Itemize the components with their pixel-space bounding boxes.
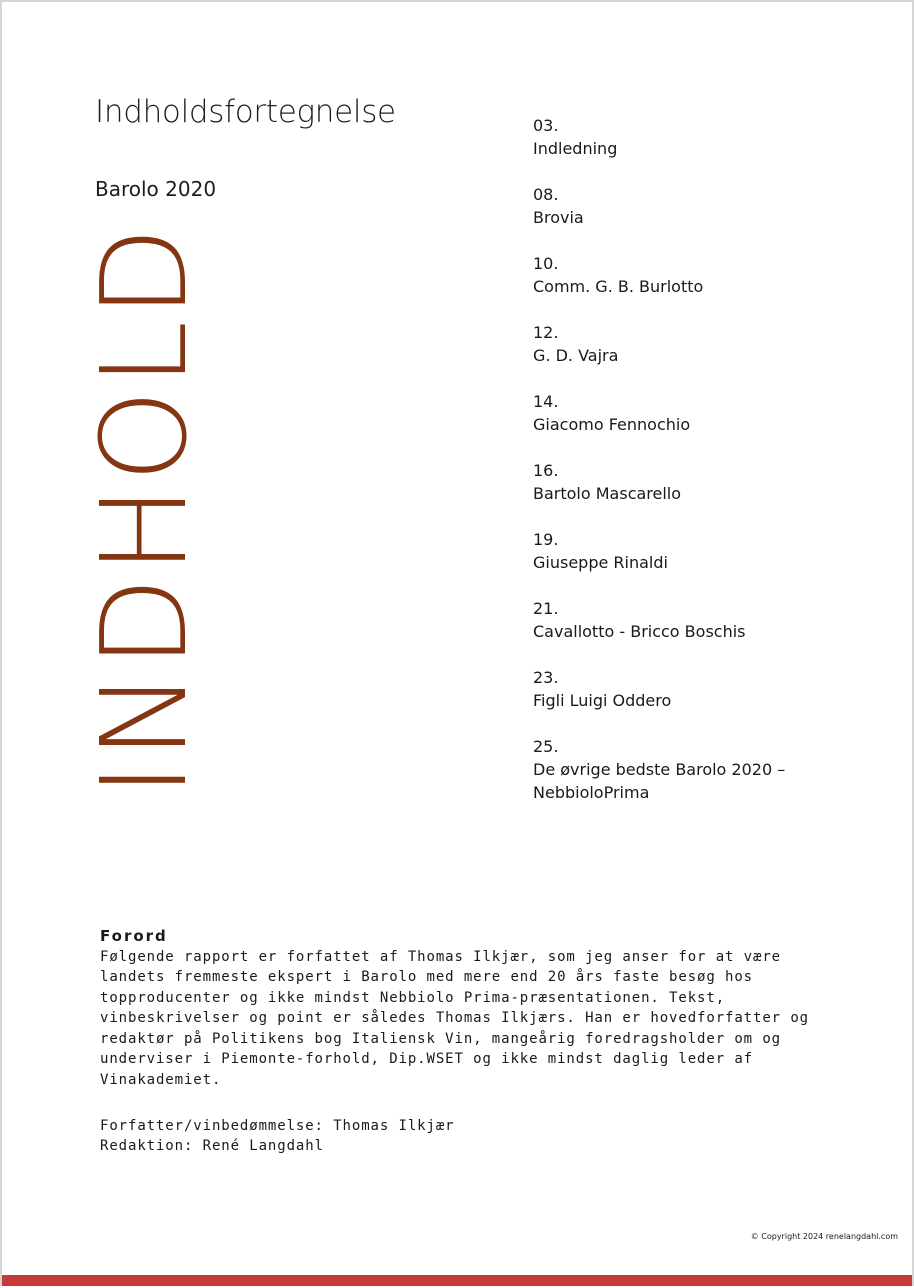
foreword-heading: Forord <box>100 927 168 945</box>
toc-label: Bartolo Mascarello <box>533 484 682 503</box>
toc-label: Giuseppe Rinaldi <box>533 553 668 572</box>
toc-page-number: 23. <box>533 668 559 687</box>
vertical-heading: INDHOLD <box>75 223 213 797</box>
toc-entry[interactable] <box>533 597 863 643</box>
toc-entry[interactable] <box>533 459 863 505</box>
table-of-contents <box>533 114 863 827</box>
toc-label: G. D. Vajra <box>533 346 619 365</box>
toc-page-number: 12. <box>533 323 559 342</box>
toc-entry[interactable] <box>533 114 863 160</box>
toc-label: Giacomo Fennochio <box>533 415 691 434</box>
toc-label: Cavallotto - Bricco Boschis <box>533 622 746 641</box>
author-credit: Forfatter/vinbedømmelse: Thomas Ilkjær <box>100 1118 455 1134</box>
toc-entry[interactable] <box>533 390 863 436</box>
toc-page-number: 14. <box>533 392 559 411</box>
toc-page-number: 10. <box>533 254 559 273</box>
toc-label: De øvrige bedste Barolo 2020 – NebbioloPrima <box>533 760 786 802</box>
toc-page-number: 19. <box>533 530 559 549</box>
foreword-body: Følgende rapport er forfattet af Thomas Ilkjær, som jeg anser for at være landets fremmeste ekspert i Barolo med mere end 20 års faste besøg hos topproducenter og ikke mindst Nebbiolo Prima-præsentationen. Tekst, vinbeskrivelser og point er således Thomas Ilkjærs. Han er hovedforfatter og redaktør på Politikens bog Italiensk Vin, mangeårig foredragsholder om og underviser i Piemonte-forhold, Dip.WSET og ikke mindst daglig leder af Vinakademiet. <box>100 948 809 1088</box>
editor-credit: Redaktion: René Langdahl <box>100 1138 324 1154</box>
toc-entry[interactable] <box>533 183 863 229</box>
toc-label: Comm. G. B. Burlotto <box>533 277 704 296</box>
toc-page-number: 08. <box>533 185 559 204</box>
toc-label: Figli Luigi Oddero <box>533 691 672 710</box>
toc-label: Brovia <box>533 208 584 227</box>
copyright-notice: © Copyright 2024 renelangdahl.com <box>750 1232 898 1241</box>
page-subtitle: Barolo 2020 <box>95 177 217 201</box>
toc-page-number: 25. <box>533 737 559 756</box>
toc-page-number: 16. <box>533 461 559 480</box>
credits <box>100 1116 455 1156</box>
toc-page-number: 21. <box>533 599 559 618</box>
toc-entry[interactable] <box>533 252 863 298</box>
toc-label: Indledning <box>533 139 618 158</box>
footer-bar <box>2 1275 912 1286</box>
toc-page-number: 03. <box>533 116 559 135</box>
toc-entry[interactable] <box>533 735 863 804</box>
toc-entry[interactable] <box>533 528 863 574</box>
foreword <box>100 926 820 1090</box>
toc-entry[interactable] <box>533 321 863 367</box>
toc-entry[interactable] <box>533 666 863 712</box>
page-title: Indholdsfortegnelse <box>95 94 396 130</box>
